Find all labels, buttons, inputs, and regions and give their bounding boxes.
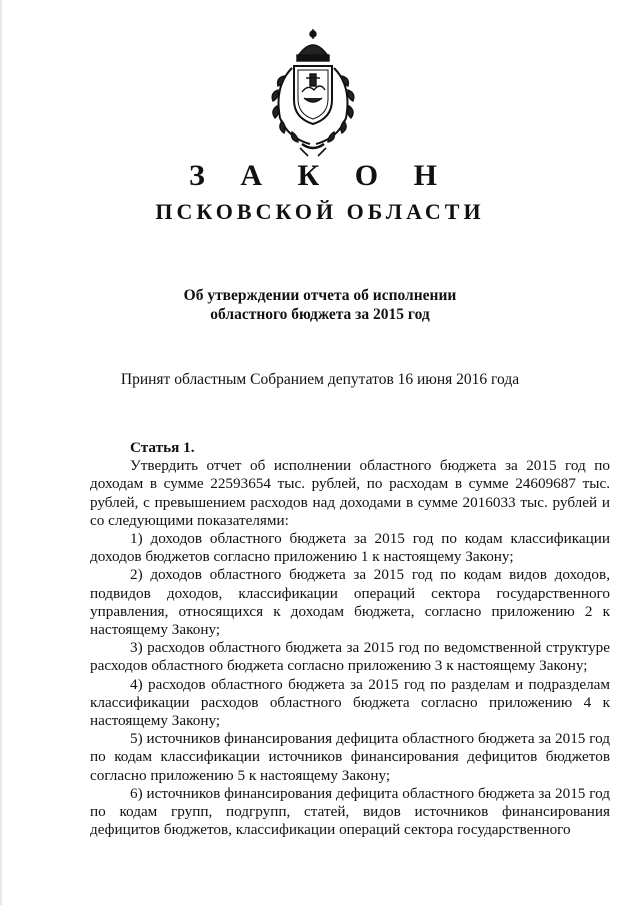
law-subject-line-1: Об утверждении отчета об исполнении [183,287,457,304]
law-subject [0,286,640,324]
document-region-title: ПСКОВСКОЙ ОБЛАСТИ [155,199,485,224]
article-item: 5) источников финансирования дефицита областного бюджета за 2015 год по кодам классификации источников финансирования дефицитов бюджетов согласно приложению 5 к настоящему Закону; [90,730,610,784]
article-heading: Статья 1. [130,439,195,456]
article-body [90,439,610,839]
law-subject-line-2: областного бюджета за 2015 год [210,306,430,323]
document-type-title: З А К О Н [189,159,451,192]
pskov-coat-of-arms-icon [262,26,364,158]
article-item: 4) расходов областного бюджета за 2015 год по разделам и подразделам классификации расходов областного бюджета согласно приложению 4 к настоящему Закону; [90,675,610,730]
article-item: 6) источников финансирования дефицита областного бюджета за 2015 год по кодам групп, подгрупп, статей, видов источников финансирования дефицитов бюджетов, классификации операций сектора государственного [90,784,610,839]
scan-edge [0,0,2,905]
article-item: 1) доходов областного бюджета за 2015 год по кодам классификации доходов бюджетов согласно приложению 1 к настоящему Закону; [90,530,610,566]
article-item: 2) доходов областного бюджета за 2015 год по кодам видов доходов, подвидов доходов, классификации операций сектора государственного управления, относящихся к доходам бюджета, согласно приложению 2 к настоящему Закону; [90,566,610,639]
article-intro-paragraph: Утвердить отчет об исполнении областного бюджета за 2015 год по доходам в сумме 22593654 тыс. рублей, по расходам в сумме 24609687 тыс. рублей, с превышением расходов над доходами в сумме 2016033 тыс. рублей и со следующими показателями: [90,457,610,529]
adoption-statement: Принят областным Собранием депутатов 16 июня 2016 года [120,371,520,388]
article-item: 3) расходов областного бюджета за 2015 год по ведомственной структуре расходов областного бюджета согласно приложению 3 к настоящему Закону; [90,639,610,675]
